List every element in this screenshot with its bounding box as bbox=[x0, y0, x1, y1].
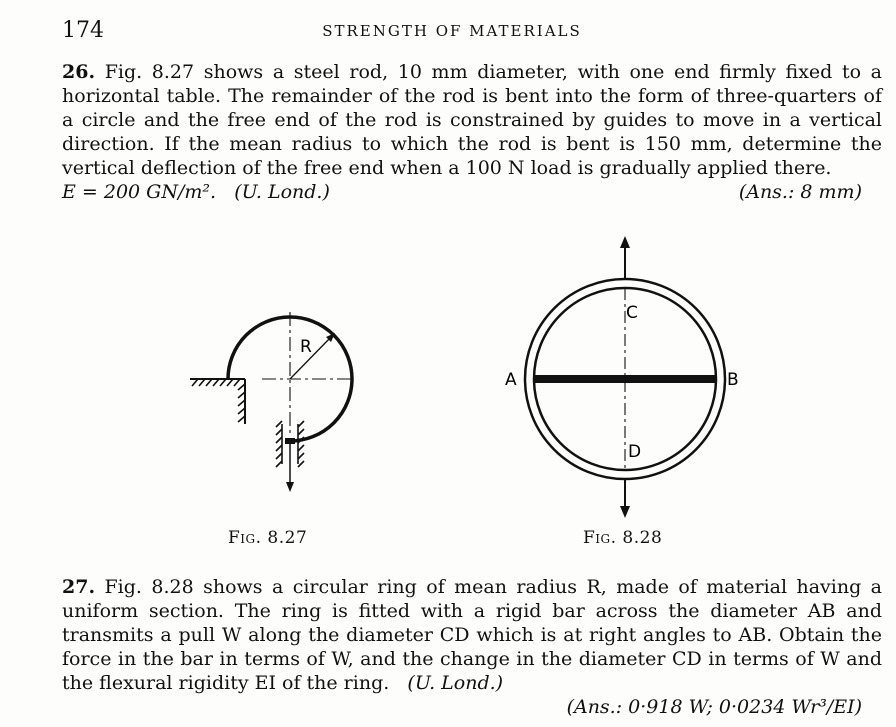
load-arrowhead bbox=[286, 482, 294, 492]
page-number: 174 bbox=[62, 18, 104, 43]
problem-number: 26. bbox=[62, 61, 96, 83]
table-surface bbox=[190, 379, 245, 424]
answer: (Ans.: 0·918 W; 0·0234 Wr³/EI) bbox=[566, 696, 862, 718]
running-title: STRENGTH OF MATERIALS bbox=[322, 22, 582, 40]
label-a: A bbox=[505, 370, 517, 390]
source-reference: (U. Lond.) bbox=[234, 181, 330, 203]
source-reference: (U. Lond.) bbox=[407, 672, 504, 694]
pull-arrowhead-bottom bbox=[620, 506, 630, 518]
problem-text: Fig. 8.28 shows a circular ring of mean radius R, made of material having a uniform section. The ring is fitted with a rigid bar across the diameter AB and transmits a pull W along the diameter CD which is at right angles to AB. Obtain the force in the bar in terms of W, and the change in the diameter CD in terms of W and the flexural rigidity EI of the ring. bbox=[62, 576, 882, 694]
modulus-value: E = 200 GN/m². bbox=[62, 181, 217, 203]
problem-27 bbox=[62, 575, 882, 719]
figure-8-27 bbox=[180, 296, 380, 526]
answer-line bbox=[62, 180, 882, 204]
figure-8-28 bbox=[495, 232, 755, 522]
problem-text: Fig. 8.27 shows a steel rod, 10 mm diameter, with one end firmly fixed to a horizontal table. The remainder of the rod is bent into the form of three-quarters of a circle and the free end of the rod is constrained by guides to move in a vertical direction. If the mean radius to which the rod is bent is 150 mm, determine the vertical deflection of the free end when a 100 N load is gradually applied there. bbox=[62, 61, 882, 179]
problem-number: 27. bbox=[62, 576, 96, 598]
label-c: C bbox=[626, 303, 638, 323]
answer: (Ans.: 8 mm) bbox=[738, 181, 862, 203]
radius-label: R bbox=[300, 337, 312, 357]
page-header bbox=[62, 18, 882, 48]
problem-26 bbox=[62, 60, 882, 204]
label-d: D bbox=[628, 442, 642, 462]
label-b: B bbox=[727, 370, 739, 390]
pull-arrowhead-top bbox=[620, 236, 630, 248]
rod-free-end bbox=[285, 438, 295, 444]
caption-fig-8-28: Fig. 8.28 bbox=[583, 528, 663, 548]
caption-fig-8-27: Fig. 8.27 bbox=[228, 528, 308, 548]
